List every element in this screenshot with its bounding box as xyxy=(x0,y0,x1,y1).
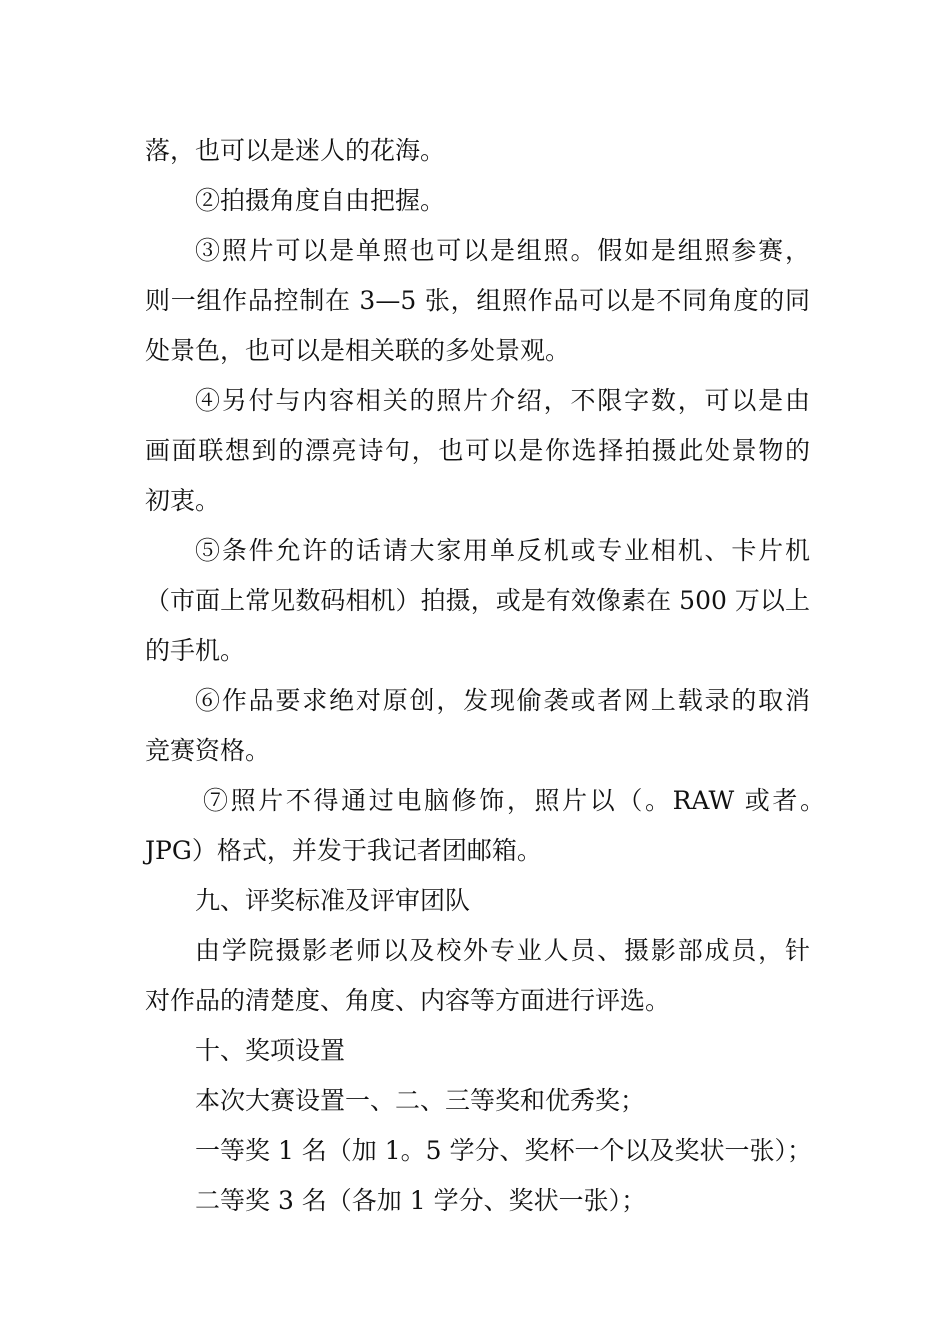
paragraph-line: ⑥作品要求绝对原创，发现偷袭或者网上载录的取消 xyxy=(195,686,810,715)
section-heading: 九、评奖标准及评审团队 xyxy=(195,886,471,915)
paragraph-line: JPG）格式，并发于我记者团邮箱。 xyxy=(145,836,542,865)
paragraph-line: ②拍摄角度自由把握。 xyxy=(195,186,446,215)
paragraph-line: 本次大赛设置一、二、三等奖和优秀奖； xyxy=(195,1086,646,1115)
paragraph-line: 一等奖 1 名（加 1。5 学分、奖杯一个以及奖状一张）； xyxy=(195,1136,813,1165)
paragraph-line: 处景色，也可以是相关联的多处景观。 xyxy=(145,336,571,365)
paragraph-line: 竞赛资格。 xyxy=(145,736,271,765)
paragraph-line: 由学院摄影老师以及校外专业人员、摄影部成员，针 xyxy=(195,936,810,965)
paragraph-line: ⑦照片不得通过电脑修饰，照片以（。RAW 或者。 xyxy=(203,786,825,815)
paragraph-line: ④另付与内容相关的照片介绍，不限字数，可以是由 xyxy=(195,386,810,415)
paragraph-line: 画面联想到的漂亮诗句，也可以是你选择拍摄此处景物的 xyxy=(145,436,810,465)
paragraph-line: 初衷。 xyxy=(145,486,221,515)
paragraph-line: 的手机。 xyxy=(145,636,246,665)
section-heading: 十、奖项设置 xyxy=(195,1036,346,1065)
paragraph-line: 二等奖 3 名（各加 1 学分、奖状一张）； xyxy=(195,1186,647,1215)
paragraph-line: 则一组作品控制在 3—5 张，组照作品可以是不同角度的同 xyxy=(145,286,810,315)
paragraph-line: 对作品的清楚度、角度、内容等方面进行评选。 xyxy=(145,986,671,1015)
paragraph-line: ⑤条件允许的话请大家用单反机或专业相机、卡片机 xyxy=(195,536,810,565)
paragraph-line: ③照片可以是单照也可以是组照。假如是组照参赛， xyxy=(195,236,810,265)
paragraph-line: 落，也可以是迷人的花海。 xyxy=(145,136,446,165)
paragraph-line: （市面上常见数码相机）拍摄，或是有效像素在 500 万以上 xyxy=(145,586,810,615)
